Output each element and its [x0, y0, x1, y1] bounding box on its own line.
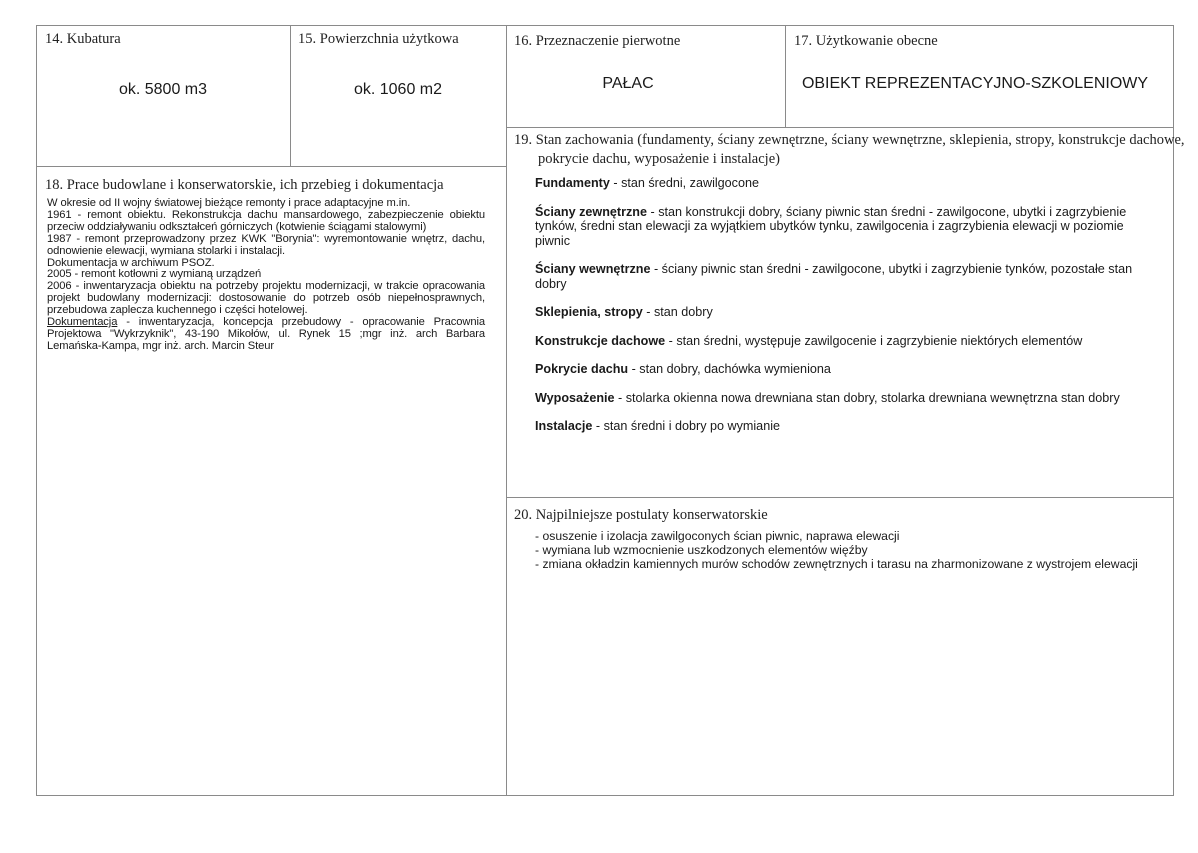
- prace-text: [47, 198, 485, 353]
- divider-right-row1: [506, 127, 1173, 128]
- frame-bottom: [36, 795, 1174, 796]
- prace-line: 1987 - remont przeprowadzony przez KWK "Borynia": wyremontowanie wnętrz, dachu, odnowienie elewacji, wymiana stolarki i instalacji.: [47, 232, 485, 257]
- frame-left: [36, 25, 37, 796]
- prace-line: 1961 - remont obiektu. Rekonstrukcja dachu mansardowego, zabezpieczenie obiektu przeciw oddziaływaniu odkształceń górniczych (kotwienie ściągami stalowymi): [47, 208, 485, 233]
- postulaty-line: - wymiana lub wzmocnienie uszkodzonych elementów więźby: [535, 543, 868, 557]
- stan-item: [535, 262, 1155, 291]
- postulaty-line: - osuszenie i izolacja zawilgoconych ścian piwnic, naprawa elewacji: [535, 529, 900, 543]
- divider-center: [506, 25, 507, 796]
- stan-item-name: Pokrycie dachu: [535, 362, 629, 376]
- stan-items: [535, 176, 1155, 448]
- stan-item-name: Konstrukcje dachowe: [535, 333, 666, 348]
- stan-item: [535, 176, 1155, 191]
- stan-label-line2: pokrycie dachu, wyposażenie i instalacje): [538, 151, 780, 167]
- przeznaczenie-label: 16. Przeznaczenie pierwotne: [514, 33, 681, 49]
- stan-item-name: Fundamenty: [535, 176, 610, 190]
- stan-item-desc: - ściany piwnic stan średni - zawilgocone, ubytki i zagrzybienie tynków, pozostałe stan dobry: [535, 262, 1133, 291]
- kubatura-label: 14. Kubatura: [45, 31, 121, 47]
- stan-item-desc: - stan dobry: [642, 305, 713, 319]
- stan-item-name: Ściany wewnętrzne: [535, 262, 651, 276]
- prace-line: 2006 - inwentaryzacja obiektu na potrzeby projektu modernizacji, w trakcie opracowania projekt budowlany modernizacji: dostosowanie do potrzeb osób niepełnosprawnych, przebudowa zaplecza kuchennego i części hotelowej.: [47, 280, 485, 317]
- prace-line: Dokumentacja w archiwum PSOZ.: [47, 256, 215, 269]
- stan-item-desc: - stan średni, występuje zawilgocenie i zagrzybienie niektórych elementów: [665, 333, 1083, 348]
- stan-item-name: Ściany zewnętrzne: [535, 204, 647, 219]
- prace-line: W okresie od II wojny światowej bieżące remonty i prace adaptacyjne m.in.: [47, 197, 411, 209]
- uzytkowanie-label: 17. Użytkowanie obecne: [794, 33, 938, 49]
- stan-item: [535, 205, 1155, 249]
- stan-item-desc: - stolarka okienna nowa drewniana stan dobry, stolarka drewniana wewnętrzna stan dobry: [614, 390, 1120, 405]
- stan-item: [535, 334, 1155, 349]
- divider-left-row: [36, 166, 506, 167]
- postulaty-label: 20. Najpilniejsze postulaty konserwatorskie: [514, 507, 768, 523]
- prace-documentation: [47, 317, 485, 353]
- documentation-text: - inwentaryzacja, koncepcja przebudowy - opracowanie Pracownia Projektowa "Wykrzyknik", 43-190 Mikołów, ul. Rynek 15 ;mgr inż. arch Barbara Lemańska-Kampa, mgr inż. arch. Marcin Steur: [47, 316, 485, 352]
- stan-item-desc: - stan średni i dobry po wymianie: [592, 419, 780, 433]
- stan-item: [535, 419, 1155, 434]
- powierzchnia-label: 15. Powierzchnia użytkowa: [298, 31, 459, 47]
- frame-top: [36, 25, 1174, 26]
- postulaty-line: - zmiana okładzin kamiennych murów schodów zewnętrznych i tarasu na zharmonizowane z wystrojem elewacji: [535, 557, 1138, 571]
- stan-item: [535, 391, 1155, 406]
- przeznaczenie-value: PAŁAC: [602, 75, 654, 92]
- divider-right-row2: [506, 497, 1173, 498]
- stan-item-name: Wyposażenie: [535, 390, 615, 405]
- stan-item: [535, 305, 1155, 320]
- stan-item-desc: - stan konstrukcji dobry, ściany piwnic stan średni - zawilgocone, ubytki i zagrzybienie tynków, średni stan elewacji za wyjątkiem ubytków tynku, zawilgocenia i zagrzybienia elewacji w poziomie piwnic: [535, 204, 1127, 248]
- kubatura-value: ok. 5800 m3: [118, 81, 208, 98]
- stan-item-name: Sklepienia, stropy: [535, 305, 643, 319]
- stan-item-name: Instalacje: [535, 419, 593, 433]
- documentation-label: Dokumentacja: [47, 316, 118, 329]
- prace-line: 2005 - remont kotłowni z wymianą urządzeń: [47, 268, 262, 281]
- powierzchnia-value: ok. 1060 m2: [353, 81, 443, 98]
- stan-item: [535, 362, 1155, 377]
- stan-label-line1: 19. Stan zachowania (fundamenty, ściany zewnętrzne, ściany wewnętrzne, sklepienia, stropy, konstrukcje dachowe,: [514, 132, 1185, 148]
- prace-label: 18. Prace budowlane i konserwatorskie, ich przebieg i dokumentacja: [45, 177, 444, 193]
- stan-item-desc: - stan średni, zawilgocone: [609, 176, 759, 190]
- stan-item-desc: - stan dobry, dachówka wymieniona: [628, 362, 831, 376]
- postulaty-text: [535, 529, 1149, 571]
- uzytkowanie-value: OBIEKT REPREZENTACYJNO-SZKOLENIOWY: [801, 75, 1149, 92]
